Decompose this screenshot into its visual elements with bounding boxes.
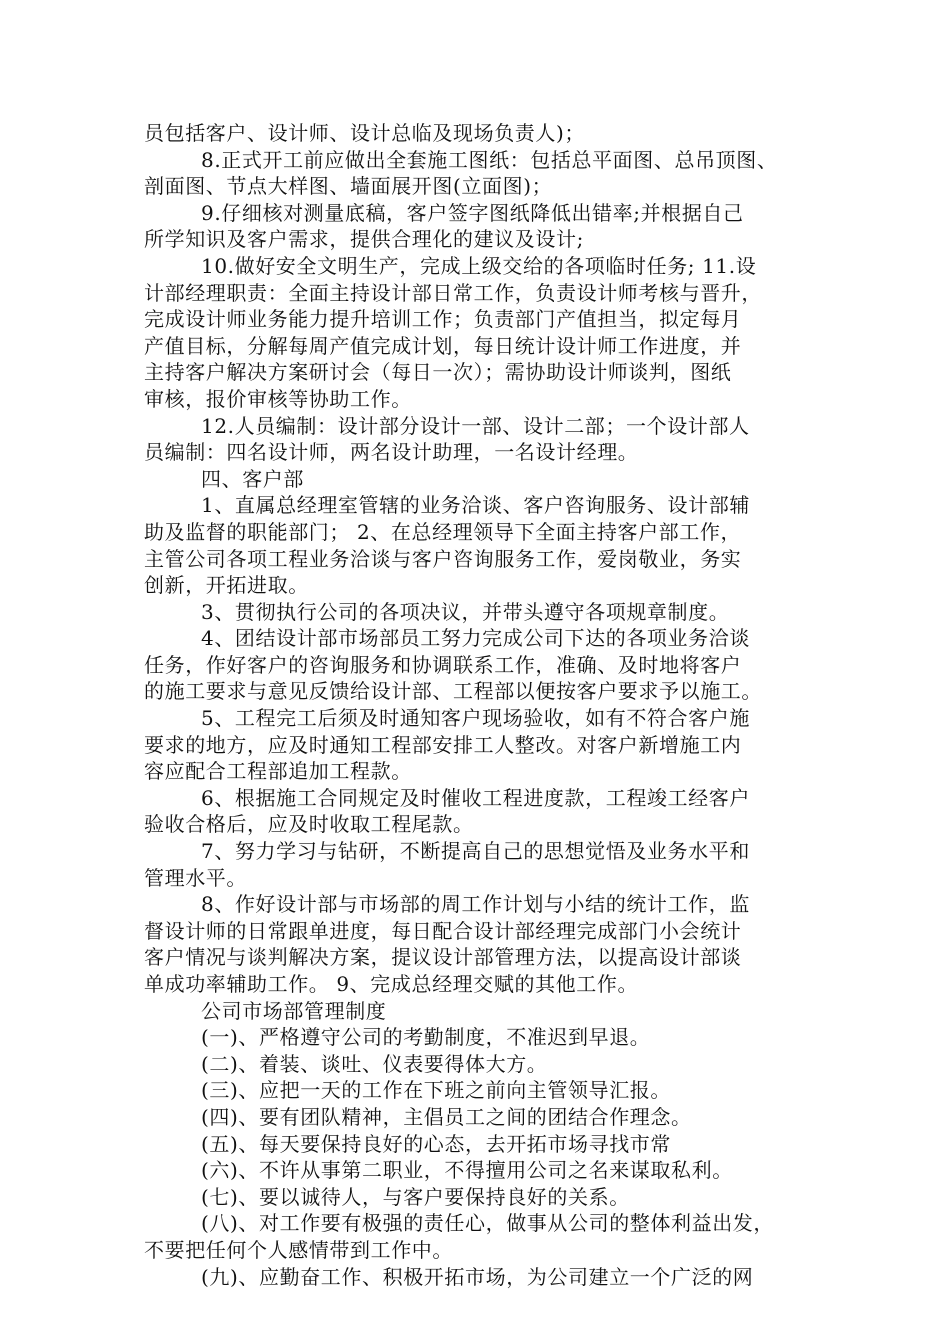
text-line: 助及监督的职能部门； 2、在总经理领导下全面主持客户部工作，	[144, 519, 742, 544]
text-line: 督设计师的日常跟单进度，每日配合设计部经理完成部门小会统计	[144, 918, 742, 943]
text-line: 8、作好设计部与市场部的周工作计划与小结的统计工作，监	[201, 892, 750, 917]
text-line: 不要把任何个人感情带到工作中。	[144, 1237, 453, 1262]
text-line: 产值目标，分解每周产值完成计划，每日统计设计师工作进度，并	[144, 333, 742, 358]
text-line: 6、根据施工合同规定及时催收工程进度款，工程竣工经客户	[201, 785, 750, 810]
text-line: (一)、严格遵守公司的考勤制度，不准迟到早退。	[201, 1025, 651, 1050]
text-line: (九)、应勤奋工作、积极开拓市场，为公司建立一个广泛的网	[201, 1264, 754, 1289]
text-line: 4、团结设计部市场部员工努力完成公司下达的各项业务洽谈	[201, 626, 750, 651]
text-line: (二)、着装、谈吐、仪表要得体大方。	[201, 1051, 548, 1076]
text-line: 单成功率辅助工作。 9、完成总经理交赋的其他工作。	[144, 972, 639, 996]
text-line: (八)、对工作要有极强的责任心，做事从公司的整体利益出发，	[201, 1211, 775, 1236]
text-line: (六)、不许从事第二职业，不得擅用公司之名来谋取私利。	[201, 1158, 733, 1183]
text-line: 5、工程完工后须及时通知客户现场验收，如有不符合客户施	[201, 706, 750, 731]
text-line: 8.正式开工前应做出全套施工图纸：包括总平面图、总吊顶图、	[201, 147, 778, 172]
text-line: 任务，作好客户的咨询服务和协调联系工作，准确、及时地将客户	[144, 652, 742, 677]
text-line: (三)、应把一天的工作在下班之前向主管领导汇报。	[201, 1078, 672, 1103]
text-line: 四、客户部	[201, 466, 304, 491]
text-line: 审核，报价审核等协助工作。	[144, 386, 412, 411]
text-line: (七)、要以诚待人，与客户要保持良好的关系。	[201, 1184, 630, 1209]
text-line: 12.人员编制：设计部分设计一部、设计二部；一个设计部人	[201, 413, 750, 438]
text-line: 公司市场部管理制度	[201, 998, 387, 1023]
text-line: 3、贯彻执行公司的各项决议，并带头遵守各项规章制度。	[201, 599, 730, 624]
text-line: 员包括客户、设计师、设计总临及现场负责人)；	[144, 121, 586, 145]
text-line: 计部经理职责：全面主持设计部日常工作，负责设计师考核与晋升，	[144, 280, 762, 305]
text-line: 客户情况与谈判解决方案，提议设计部管理方法，以提高设计部谈	[144, 945, 742, 970]
text-line: 所学知识及客户需求，提供合理化的建议及设计;	[144, 227, 584, 252]
text-line: 主管公司各项工程业务洽谈与客户咨询服务工作，爱岗敬业，务实	[144, 546, 742, 571]
text-line: 完成设计师业务能力提升培训工作；负责部门产值担当，拟定每月	[144, 307, 742, 332]
text-line: 剖面图、节点大样图、墙面展开图(立面图)；	[144, 174, 553, 199]
text-line: 的施工要求与意见反馈给设计部、工程部以便按客户要求予以施工。	[144, 679, 762, 704]
text-line: 创新，开拓进取。	[144, 573, 309, 598]
text-line: (四)、要有团队精神，主倡员工之间的团结合作理念。	[201, 1104, 692, 1129]
text-line: 9.仔细核对测量底稿，客户签字图纸降低出错率;并根据自己	[201, 200, 744, 225]
text-line: 主持客户解决方案研讨会（每日一次）；需协助设计师谈判，图纸	[144, 360, 732, 385]
document-body	[144, 120, 809, 1290]
text-line: 员编制：四名设计师，两名设计助理，一名设计经理。	[144, 440, 639, 465]
text-line: 1、直属总经理室管辖的业务洽谈、客户咨询服务、设计部辅	[201, 493, 750, 518]
text-line: 10.做好安全文明生产，完成上级交给的各项临时任务; 11.设	[201, 253, 757, 278]
text-line: 7、努力学习与钻研，不断提高自己的思想觉悟及业务水平和	[201, 839, 750, 864]
text-line: 要求的地方，应及时通知工程部安排工人整改。对客户新增施工内	[144, 732, 742, 757]
text-line: 容应配合工程部追加工程款。	[144, 759, 412, 784]
text-line: 管理水平。	[144, 865, 247, 890]
text-line: 验收合格后，应及时收取工程尾款。	[144, 812, 474, 837]
text-line: (五)、每天要保持良好的心态，去开拓市场寻找市常	[201, 1131, 672, 1156]
